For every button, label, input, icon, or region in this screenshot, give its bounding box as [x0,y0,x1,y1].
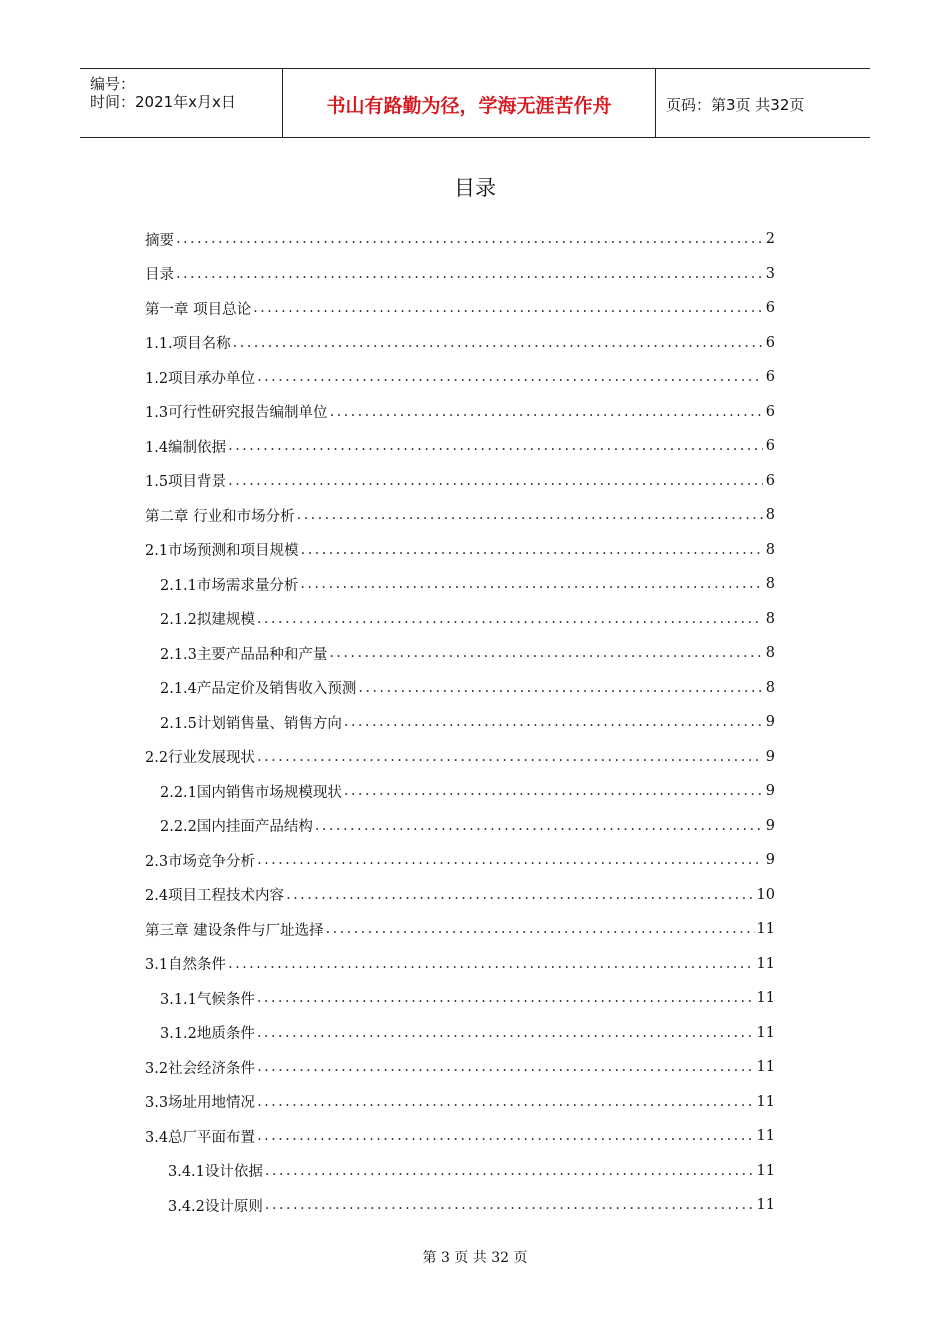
toc-entry[interactable] [145,774,775,809]
toc-entry[interactable] [145,1050,775,1085]
page-footer: 第 3 页 共 32 页 [422,1250,528,1266]
toc-entry[interactable] [145,395,775,430]
header-page-cell [656,69,870,137]
toc-entry-label: 3.4.1设计依据 [168,1164,263,1181]
table-of-contents [145,222,775,1223]
toc-entry-page: 9 [765,817,775,834]
toc-leader-dots [228,956,754,972]
toc-entry-page: 11 [756,1162,775,1179]
toc-entry[interactable] [145,1016,775,1051]
toc-entry-label: 2.1.1市场需求量分析 [160,577,299,594]
toc-entry[interactable] [145,947,775,982]
toc-leader-dots [265,1197,755,1213]
toc-leader-dots [257,1128,754,1144]
toc-entry-label: 2.1.3主要产品品种和产量 [160,646,328,663]
toc-entry-page: 6 [765,369,775,386]
toc-leader-dots [300,576,763,592]
toc-leader-dots [228,473,763,489]
toc-entry-page: 8 [765,576,775,593]
toc-entry-page: 11 [756,955,775,972]
toc-leader-dots [228,438,763,454]
page-code: 页码：第3页 共32页 [666,96,805,114]
toc-leader-dots [286,887,754,903]
toc-entry-page: 2 [765,231,775,248]
toc-entry-page: 6 [765,438,775,455]
toc-leader-dots [326,921,755,937]
toc-entry-page: 6 [765,472,775,489]
toc-entry[interactable] [145,602,775,637]
header-info-cell [80,69,283,137]
toc-leader-dots [329,645,763,661]
page-header [80,68,870,138]
toc-leader-dots [358,680,763,696]
toc-entry-page: 9 [765,714,775,731]
toc-entry-page: 11 [756,1128,775,1145]
toc-entry-page: 9 [765,748,775,765]
toc-leader-dots [176,266,763,282]
toc-entry[interactable] [145,326,775,361]
toc-entry-label: 3.2社会经济条件 [145,1060,256,1077]
toc-entry[interactable] [145,1085,775,1120]
toc-entry-page: 10 [756,886,775,903]
toc-entry[interactable] [145,1188,775,1223]
toc-entry-label: 3.1.1气候条件 [160,991,255,1008]
toc-leader-dots [176,231,763,247]
toc-entry-label: 目录 [145,267,174,284]
toc-leader-dots [297,507,763,523]
toc-entry[interactable] [145,1119,775,1154]
toc-entry[interactable] [145,222,775,257]
toc-entry-label: 1.3可行性研究报告编制单位 [145,405,328,422]
toc-leader-dots [344,783,763,799]
toc-entry[interactable] [145,912,775,947]
toc-leader-dots [315,818,763,834]
toc-entry[interactable] [145,360,775,395]
toc-entry-label: 2.4项目工程技术内容 [145,888,285,905]
toc-entry[interactable] [145,464,775,499]
toc-entry[interactable] [145,429,775,464]
toc-entry-page: 11 [756,990,775,1007]
toc-entry[interactable] [145,1154,775,1189]
toc-entry-page: 8 [765,541,775,558]
toc-entry-page: 8 [765,679,775,696]
toc-leader-dots [257,1025,755,1041]
toc-entry-label: 3.1自然条件 [145,957,227,974]
toc-entry[interactable] [145,636,775,671]
toc-entry[interactable] [145,843,775,878]
toc-entry-label: 1.4编制依据 [145,439,227,456]
toc-entry-page: 9 [765,852,775,869]
motto-text: 书山有路勤为径，学海无涯苦作舟 [326,95,612,117]
toc-leader-dots [257,990,755,1006]
toc-leader-dots [265,1163,755,1179]
toc-entry-page: 9 [765,783,775,800]
toc-entry[interactable] [145,981,775,1016]
toc-leader-dots [233,335,763,351]
toc-entry-page: 6 [765,300,775,317]
toc-entry-label: 2.2.1国内销售市场规模现状 [160,784,342,801]
toc-entry-label: 1.2项目承办单位 [145,370,256,387]
toc-entry-page: 11 [756,1197,775,1214]
toc-entry-label: 2.1市场预测和项目规模 [145,543,299,560]
toc-entry[interactable] [145,740,775,775]
toc-leader-dots [253,300,763,316]
toc-entry-label: 2.1.2拟建规模 [160,612,255,629]
toc-entry-label: 2.1.5计划销售量、销售方向 [160,715,342,732]
toc-entry-label: 2.3市场竞争分析 [145,853,256,870]
toc-entry[interactable] [145,878,775,913]
toc-entry-page: 6 [765,403,775,420]
toc-entry-page: 8 [765,645,775,662]
toc-entry-label: 3.1.2地质条件 [160,1026,255,1043]
toc-entry-label: 2.2.2国内挂面产品结构 [160,819,313,836]
toc-entry-label: 3.3场址用地情况 [145,1095,256,1112]
toc-entry-label: 3.4.2设计原则 [168,1198,263,1215]
toc-entry-label: 3.4总厂平面布置 [145,1129,256,1146]
toc-entry-page: 11 [756,1059,775,1076]
toc-entry-label: 第二章 行业和市场分析 [145,508,295,525]
toc-leader-dots [257,749,763,765]
toc-leader-dots [301,542,763,558]
toc-entry-label: 第一章 项目总论 [145,301,252,318]
date-label: 时间：2021年x月x日 [90,93,236,111]
toc-entry-label: 2.2行业发展现状 [145,750,256,767]
toc-entry-page: 8 [765,507,775,524]
toc-entry-label: 1.5项目背景 [145,474,227,491]
toc-entry[interactable] [145,567,775,602]
toc-entry-label: 2.1.4产品定价及销售收入预测 [160,681,357,698]
toc-entry-page: 11 [756,1093,775,1110]
toc-leader-dots [257,611,763,627]
toc-leader-dots [257,852,763,868]
toc-entry-page: 3 [765,265,775,282]
toc-entry[interactable] [145,291,775,326]
toc-entry-page: 8 [765,610,775,627]
toc-entry[interactable] [145,257,775,292]
toc-leader-dots [257,369,763,385]
toc-entry[interactable] [145,533,775,568]
toc-entry[interactable] [145,498,775,533]
header-motto-cell [283,69,656,137]
toc-leader-dots [257,1094,754,1110]
toc-entry-page: 6 [765,334,775,351]
toc-leader-dots [257,1059,754,1075]
toc-entry-label: 第三章 建设条件与厂址选择 [145,922,324,939]
toc-entry[interactable] [145,705,775,740]
toc-entry[interactable] [145,809,775,844]
toc-leader-dots [344,714,763,730]
toc-entry-label: 1.1.项目名称 [145,336,231,353]
toc-title: 目录 [454,176,496,200]
toc-leader-dots [330,404,763,420]
toc-entry[interactable] [145,671,775,706]
toc-entry-label: 摘要 [145,232,174,249]
toc-entry-page: 11 [756,921,775,938]
toc-entry-page: 11 [756,1024,775,1041]
serial-label: 编号： [90,75,136,93]
